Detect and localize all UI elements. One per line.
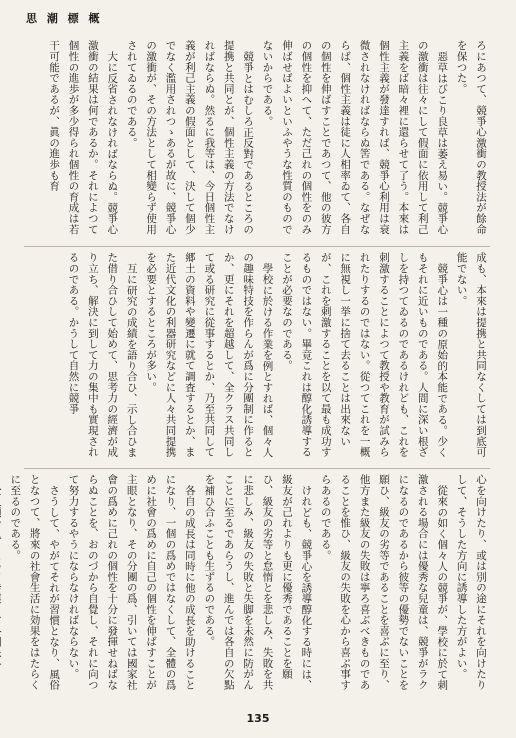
paragraph: 從來の如く個々人の競爭が、學校に於て刺激される場合には優秀な兒童は、競爭がラクになるのであるから彼等の優勢でないことを願ひ、級友の劣等であることを喜ぶに至り、他方また級友の失敗は寧ろ喜ぶべきものであることを惟ひ、級友の失敗を心から喜ぶ事すらあるのである。 bbox=[319, 474, 449, 690]
text-block-bottom bbox=[9, 474, 490, 694]
section-divider bbox=[24, 468, 490, 469]
page-number: 135 bbox=[246, 712, 270, 725]
paragraph: 惡草はびこり良草は萎え易い。競爭心の激衝は往々にして假面に依用して利己主義をば暗々裡に還らせて了う。本來は個性主義が發達すれば、競爭心利用は衰微されなければならぬ筈である。なぜならば、個性主義は徒に人相率ゐて、各自の個性を伸ばすことであつて、他の彼方の個性を抑へて、ただ己れの個性をのみ伸ばせばよいといふやうな性質のものでないからである。 bbox=[261, 40, 449, 235]
paragraph: 心を向けたり、或は別の途にそれを向けたりして、そうした方向に誘導した方がよい。 bbox=[455, 474, 487, 690]
text-block-top bbox=[18, 40, 490, 240]
paragraph: 競爭とはむしろ正反對であるところの提携と共同とが、個性主義の方法でなければならぬ。然るに我等は、今日個性主義が利己主義の假面として、決して個少でなく濫用されつゝあるが故に、競爭心の激衝が、その方法として相變らず使用されてゐるのである。 bbox=[125, 40, 255, 235]
paragraph: ろにあつて、競爭心激衝の教授法が餘命を保つた。 bbox=[455, 40, 487, 235]
paragraph: けれども、競爭心を誘導醇化する時には、級友が己れよりも更に優秀であることを願ひ、級友の劣等と怠惰とを悲しみ、失敗を共に悲しみ、級友の失敗と失脚を未然に防がんことに至るであらうし、進んでは各自の欠點を補ひ合ふことも生ずるのである。 bbox=[203, 474, 313, 690]
text-block-middle bbox=[18, 252, 490, 462]
paragraph: 成も、本來は提携と共同なくしては到底可能でない。 bbox=[455, 252, 487, 458]
paragraph bbox=[0, 474, 5, 694]
paragraph: 互に研究の成績を語り合ひ、示し合ひまた借り合ひして始めて、思考力の經濟が成り立ち、解決に到して力の集中も實現されるのである。かうして自然に競爭 bbox=[67, 252, 138, 458]
section-divider bbox=[24, 246, 490, 247]
paragraph: さうして、やがてそれが習慣となり、風俗となつて、將來の社會生活に効果をはたらくに至るのである。 bbox=[9, 474, 61, 690]
paragraph: 各自の成長は同時に他の成長を助けることになり、一個の爲めではなくして、全體の爲めに社會の爲めに自己の個性を伸ばすことが主眼となり、その分團の爲、引いては國家社會の爲めに己れの個性を十分に發揮せねばならぬことを、おのづから自覺し、それに向つて努力するやうにならなければならない。 bbox=[67, 474, 196, 690]
paragraph: 競爭心は一種の原始的本能である。少くもそれに近いものである。人間に深い根ざしを持つてゐるのであるけれども、これを刺激することによつて教授や教育が試みられたりするのではない。從つてこれを一概に無視し一挙に捨て去ることは出來ないが、これを刺激することを以て最も成功するものではない。畢竟これは醇化誘導することが必要なのである。 bbox=[280, 252, 449, 458]
running-header: 思 潮 標 概 bbox=[26, 12, 103, 25]
paragraph: 學校に於ける作業を例とすれば、個々人の趣味特技を作らんが爲に分團制に作るとか、更にそれを超越して、全クラス共同して或る研究に從事するとか、乃至共同して郷土の資料や變遷に就て調査するとか、また近代文化の利器研究などに人々共同提携を必要とするところが多い。 bbox=[145, 252, 274, 458]
paragraph: 大に反省されなければならぬ。競爭心激衝の結果は何であるか。それによつて個性の進歩が多少得られ個性の育成は若干可能であるが、眞の進歩も育 bbox=[48, 40, 119, 235]
